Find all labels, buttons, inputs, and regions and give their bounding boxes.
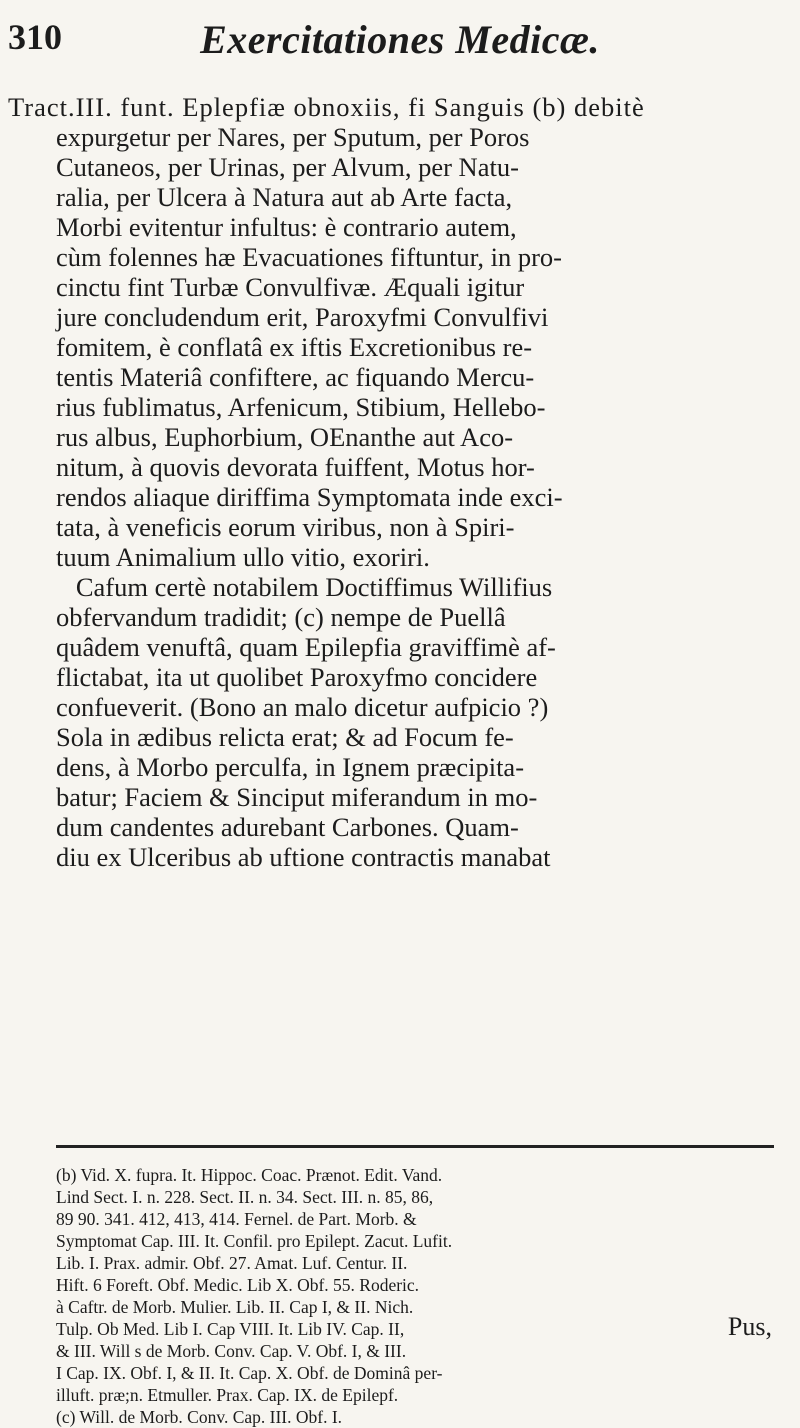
text-line: obfervandum tradidit; (c) nempe de Puellâ <box>56 602 506 632</box>
footnote-line: & III. Will s de Morb. Conv. Cap. V. Obf. I, & III. <box>56 1341 407 1361</box>
text-line: dens, à Morbo perculfa, in Ignem præcipita- <box>56 752 525 782</box>
main-text <box>8 92 778 872</box>
footnote-line: (b) Vid. X. fupra. It. Hippoc. Coac. Prænot. Edit. Vand. <box>56 1165 443 1185</box>
text-line: cinctu fint Turbæ Convulfivæ. Æquali igitur <box>56 272 525 302</box>
text-line: Cafum certè notabilem Doctiffimus Willifius <box>56 572 553 602</box>
footnotes <box>56 1164 778 1428</box>
text-line: rendos aliaque diriffima Symptomata inde exci- <box>56 482 563 512</box>
footnote-line: à Caftr. de Morb. Mulier. Lib. II. Cap I, & II. Nich. <box>56 1297 414 1317</box>
footnote-line: Symptomat Cap. III. It. Confil. pro Epilept. Zacut. Lufit. <box>56 1231 453 1251</box>
text-line: Morbi evitentur infultus: è contrario autem, <box>56 212 517 242</box>
footnote-line: Lib. I. Prax. admir. Obf. 27. Amat. Luf. Centur. II. <box>56 1253 408 1273</box>
text-line: Cutaneos, per Urinas, per Alvum, per Natu- <box>56 152 519 182</box>
catchword: Pus, <box>727 1312 772 1341</box>
text-line: ralia, per Ulcera à Natura aut ab Arte facta, <box>56 182 513 212</box>
text-line: tuum Animalium ullo vitio, exoriri. <box>56 542 430 572</box>
page-header <box>0 8 800 68</box>
text-line: cùm folennes hæ Evacuationes fiftuntur, in pro- <box>56 242 562 272</box>
text-line: jure concludendum erit, Paroxyfmi Convulfivi <box>56 302 549 332</box>
text-line: tata, à veneficis eorum viribus, non à Spiri- <box>56 512 515 542</box>
text-line: batur; Faciem & Sinciput miferandum in mo- <box>56 782 538 812</box>
text-line: quâdem venuftâ, quam Epilepfia graviffimè af- <box>56 632 556 662</box>
footnote-line: Tulp. Ob Med. Lib I. Cap VIII. It. Lib IV. Cap. II, <box>56 1319 405 1339</box>
text-line: dum candentes adurebant Carbones. Quam- <box>56 812 519 842</box>
text-line: tentis Materiâ confiftere, ac fiquando Mercu- <box>56 362 535 392</box>
text-line: flictabat, ita ut quolibet Paroxyfmo concidere <box>56 662 538 692</box>
text-line: nitum, à quovis devorata fuiffent, Motus hor- <box>56 452 535 482</box>
footnote-divider <box>56 1145 774 1148</box>
text-line: Tract.III. funt. Eplepfiæ obnoxiis, fi Sanguis (b) debitè <box>8 92 645 122</box>
footnote-line: illuft. præ;n. Etmuller. Prax. Cap. IX. de Epilepf. <box>56 1385 399 1405</box>
text-column <box>8 122 778 872</box>
text-line: diu ex Ulceribus ab uftione contractis manabat <box>56 842 551 872</box>
footnote-line: Lind Sect. I. n. 228. Sect. II. n. 34. Sect. III. n. 85, 86, <box>56 1187 434 1207</box>
footnote-line: I Cap. IX. Obf. I, & II. It. Cap. X. Obf. de Dominâ per- <box>56 1363 443 1383</box>
footnote-line: 89 90. 341. 412, 413, 414. Fernel. de Part. Morb. & <box>56 1209 417 1229</box>
text-line: fomitem, è conflatâ ex iftis Excretionibus re- <box>56 332 533 362</box>
text-line: rius fublimatus, Arfenicum, Stibium, Hellebo- <box>56 392 546 422</box>
text-line: expurgetur per Nares, per Sputum, per Poros <box>56 122 530 152</box>
footnote-line: (c) Will. de Morb. Conv. Cap. III. Obf. I. <box>56 1407 343 1427</box>
text-line: rus albus, Euphorbium, OEnanthe aut Aco- <box>56 422 514 452</box>
running-title: Exercitationes Medicæ. <box>200 17 600 62</box>
footnote-line: Hift. 6 Foreft. Obf. Medic. Lib X. Obf. 55. Roderic. <box>56 1275 420 1295</box>
page-number: 310 <box>8 17 62 57</box>
text-line: confueverit. (Bono an malo dicetur aufpicio ?) <box>56 692 549 722</box>
text-line: Sola in ædibus relicta erat; & ad Focum fe- <box>56 722 514 752</box>
